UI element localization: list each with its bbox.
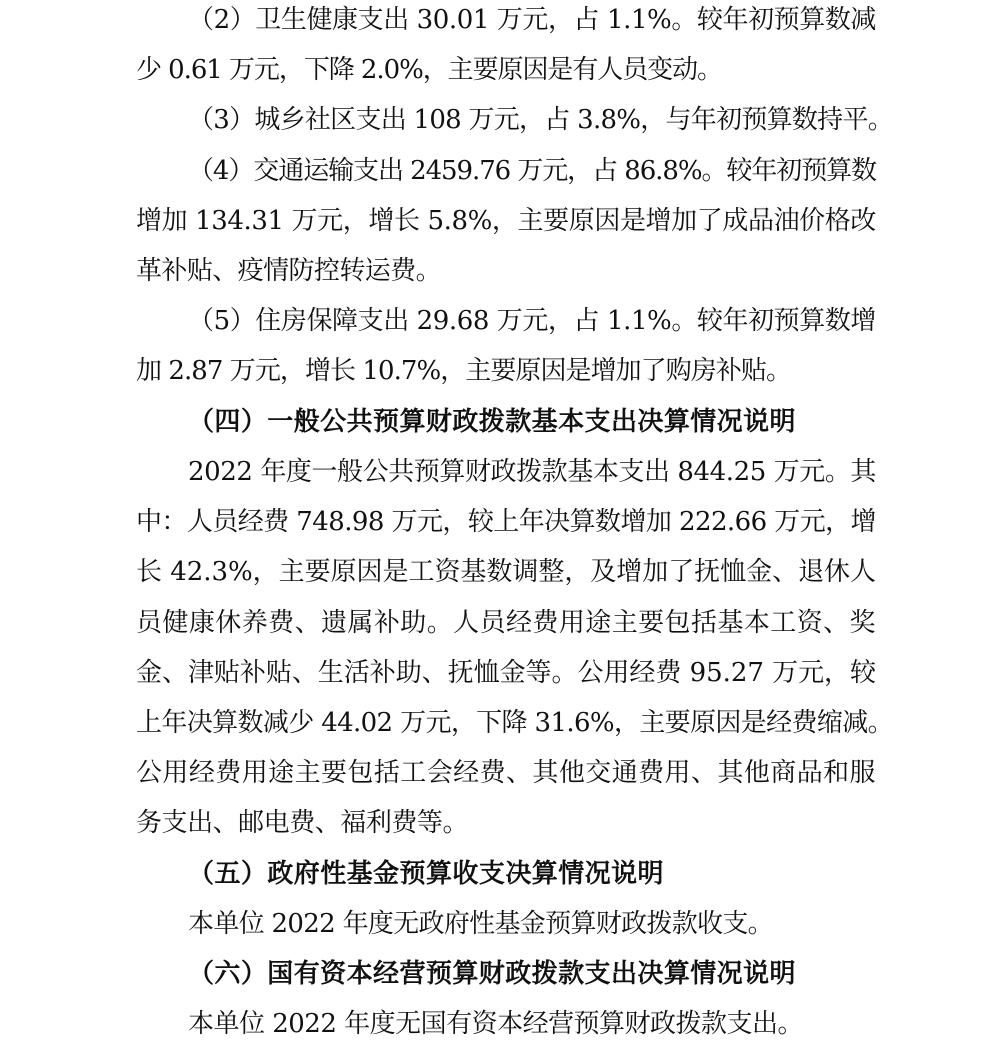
paragraph-line: 员健康休养费、遗属补助。人员经费用途主要包括基本工资、奖 — [136, 608, 876, 638]
paragraph-line: 2022 年度一般公共预算财政拨款基本支出 844.25 万元。其 — [188, 457, 876, 487]
paragraph-line: （3）城乡社区支出 108 万元，占 3.8%，与年初预算数持平。 — [188, 105, 893, 135]
paragraph-line: （4）交通运输支出 2459.76 万元，占 86.8%。较年初预算数 — [188, 156, 876, 186]
paragraph-line: 公用经费用途主要包括工会经费、其他交通费用、其他商品和服 — [136, 758, 876, 788]
paragraph-line: （5）住房保障支出 29.68 万元，占 1.1%。较年初预算数增 — [188, 306, 876, 336]
paragraph-line: 少 0.61 万元，下降 2.0%，主要原因是有人员变动。 — [136, 55, 722, 85]
paragraph-line: 本单位 2022 年度无政府性基金预算财政拨款收支。 — [188, 909, 773, 939]
section-heading: （六）国有资本经营预算财政拨款支出决算情况说明 — [188, 959, 796, 989]
paragraph-line: 务支出、邮电费、福利费等。 — [136, 808, 468, 838]
section-heading: （五）政府性基金预算收支决算情况说明 — [188, 859, 664, 889]
paragraph-line: 加 2.87 万元，增长 10.7%，主要原因是增加了购房补贴。 — [136, 356, 791, 386]
paragraph-line: 革补贴、疫情防控转运费。 — [136, 256, 441, 286]
section-heading: （四）一般公共预算财政拨款基本支出决算情况说明 — [188, 407, 796, 437]
paragraph-line: 长 42.3%，主要原因是工资基数调整，及增加了抚恤金、退休人 — [136, 557, 876, 587]
paragraph-line: 本单位 2022 年度无国有资本经营预算财政拨款支出。 — [188, 1009, 803, 1039]
paragraph-line: 上年决算数减少 44.02 万元，下降 31.6%，主要原因是经费缩减。 — [136, 708, 893, 738]
paragraph-line: 金、津贴补贴、生活补助、抚恤金等。公用经费 95.27 万元，较 — [136, 658, 876, 688]
paragraph-line: （2）卫生健康支出 30.01 万元，占 1.1%。较年初预算数减 — [188, 5, 876, 35]
paragraph-line: 中：人员经费 748.98 万元，较上年决算数增加 222.66 万元，增 — [136, 507, 876, 537]
paragraph-line: 增加 134.31 万元，增长 5.8%，主要原因是增加了成品油价格改 — [136, 206, 876, 236]
